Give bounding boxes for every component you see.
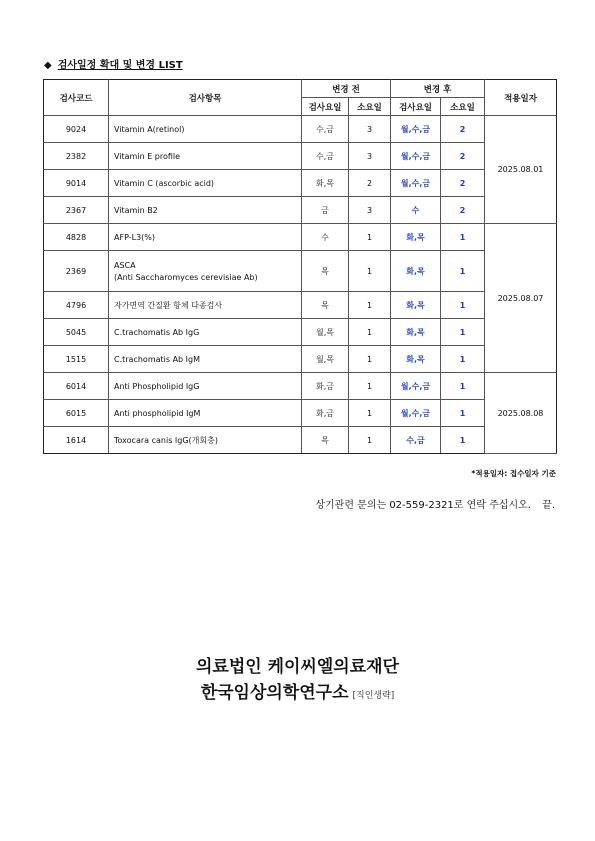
cell-before-days: 화,금	[302, 373, 349, 400]
cell-after-tat: 2	[441, 116, 485, 143]
table-row	[44, 251, 557, 292]
cell-after-days: 월,수,금	[391, 373, 441, 400]
cell-after-days: 월,수,금	[391, 400, 441, 427]
cell-after-days: 화,목	[391, 224, 441, 251]
header-after: 변경 후	[391, 80, 485, 98]
schedule-change-table	[43, 79, 557, 454]
cell-item: AFP-L3(%)	[109, 224, 302, 251]
cell-code: 4796	[44, 292, 109, 319]
cell-after-tat: 1	[441, 373, 485, 400]
cell-before-days: 화,목	[302, 170, 349, 197]
table-row	[44, 170, 557, 197]
cell-after-tat: 2	[441, 197, 485, 224]
cell-before-tat: 1	[349, 292, 391, 319]
contact-line	[315, 496, 555, 511]
cell-after-tat: 2	[441, 143, 485, 170]
table-row	[44, 400, 557, 427]
cell-before-tat: 1	[349, 224, 391, 251]
cell-before-days: 월,목	[302, 346, 349, 373]
cell-after-tat: 1	[441, 427, 485, 454]
cell-item: Anti Phospholipid IgG	[109, 373, 302, 400]
cell-after-tat: 1	[441, 251, 485, 292]
cell-item: Toxocara canis IgG(개회충)	[109, 427, 302, 454]
cell-after-days: 월,수,금	[391, 116, 441, 143]
cell-after-days: 월,수,금	[391, 170, 441, 197]
cell-after-tat: 2	[441, 170, 485, 197]
header-code: 검사코드	[44, 80, 109, 116]
cell-item-sub: (Anti Saccharomyces cerevisiae Ab)	[114, 272, 258, 282]
cell-before-days: 화,금	[302, 400, 349, 427]
cell-code: 1614	[44, 427, 109, 454]
cell-after-days: 화,목	[391, 319, 441, 346]
cell-item	[109, 251, 302, 292]
section-title	[44, 56, 183, 71]
end-mark: 끝.	[542, 500, 555, 511]
section-title-text: 검사일정 확대 및 변경 LIST	[57, 60, 183, 71]
cell-code: 4828	[44, 224, 109, 251]
table-row	[44, 319, 557, 346]
table-row	[44, 116, 557, 143]
cell-item: Vitamin C (ascorbic acid)	[109, 170, 302, 197]
cell-before-tat: 3	[349, 197, 391, 224]
table-row	[44, 346, 557, 373]
table-row	[44, 373, 557, 400]
org-name: 의료법인 케이씨엘의료재단	[196, 657, 399, 677]
cell-apply-date: 2025.08.07	[485, 224, 557, 373]
table-row	[44, 292, 557, 319]
cell-before-tat: 1	[349, 346, 391, 373]
header-before-turnaround: 소요일	[349, 98, 391, 116]
cell-before-tat: 1	[349, 427, 391, 454]
cell-before-tat: 3	[349, 116, 391, 143]
cell-before-tat: 1	[349, 251, 391, 292]
header-item: 검사항목	[109, 80, 302, 116]
cell-before-days: 목	[302, 292, 349, 319]
cell-code: 2367	[44, 197, 109, 224]
cell-item: Vitamin B2	[109, 197, 302, 224]
cell-after-days: 수	[391, 197, 441, 224]
cell-after-days: 화,목	[391, 346, 441, 373]
cell-before-days: 수,금	[302, 116, 349, 143]
header-before-test-days: 검사요일	[302, 98, 349, 116]
cell-apply-date: 2025.08.01	[485, 116, 557, 224]
diamond-bullet-icon: ◆	[44, 60, 52, 71]
cell-before-days: 목	[302, 427, 349, 454]
header-date: 적용일자	[485, 80, 557, 116]
table-row	[44, 427, 557, 454]
cell-before-tat: 1	[349, 400, 391, 427]
cell-after-tat: 1	[441, 400, 485, 427]
cell-after-days: 화,목	[391, 292, 441, 319]
cell-item: C.trachomatis Ab IgM	[109, 346, 302, 373]
cell-after-days: 월,수,금	[391, 143, 441, 170]
cell-code: 6015	[44, 400, 109, 427]
cell-item: 자가면역 간질환 항체 다종검사	[109, 292, 302, 319]
cell-after-tat: 1	[441, 292, 485, 319]
cell-before-tat: 2	[349, 170, 391, 197]
cell-after-tat: 1	[441, 224, 485, 251]
table-row	[44, 197, 557, 224]
institute-name: 한국임상의학연구소	[200, 683, 349, 703]
cell-code: 9024	[44, 116, 109, 143]
cell-apply-date: 2025.08.08	[485, 373, 557, 454]
cell-item: Vitamin E profile	[109, 143, 302, 170]
seal-omitted-note: [직인생략]	[352, 691, 395, 701]
cell-before-days: 월,목	[302, 319, 349, 346]
table-row	[44, 224, 557, 251]
cell-code: 6014	[44, 373, 109, 400]
cell-code: 2382	[44, 143, 109, 170]
cell-before-tat: 1	[349, 373, 391, 400]
institute-name-line	[0, 678, 595, 703]
contact-text: 상기관련 문의는 02-559-2321로 연락 주십시오.	[315, 500, 531, 511]
cell-item: C.trachomatis Ab IgG	[109, 319, 302, 346]
header-before: 변경 전	[302, 80, 391, 98]
cell-code: 2369	[44, 251, 109, 292]
cell-after-tat: 1	[441, 319, 485, 346]
cell-item: Anti phospholipid IgM	[109, 400, 302, 427]
cell-before-tat: 1	[349, 319, 391, 346]
table-row	[44, 143, 557, 170]
header-after-test-days: 검사요일	[391, 98, 441, 116]
cell-after-days: 수,금	[391, 427, 441, 454]
cell-code: 1515	[44, 346, 109, 373]
cell-before-days: 수,금	[302, 143, 349, 170]
cell-code: 5045	[44, 319, 109, 346]
header-after-turnaround: 소요일	[441, 98, 485, 116]
cell-code: 9014	[44, 170, 109, 197]
cell-item: Vitamin A(retinol)	[109, 116, 302, 143]
cell-after-days: 화,목	[391, 251, 441, 292]
cell-before-days: 수	[302, 224, 349, 251]
cell-before-tat: 3	[349, 143, 391, 170]
apply-date-footnote: *적용일자: 접수일자 기준	[471, 469, 556, 478]
cell-before-days: 금	[302, 197, 349, 224]
cell-after-tat: 1	[441, 346, 485, 373]
cell-item-main: ASCA	[114, 260, 136, 270]
cell-before-days: 목	[302, 251, 349, 292]
